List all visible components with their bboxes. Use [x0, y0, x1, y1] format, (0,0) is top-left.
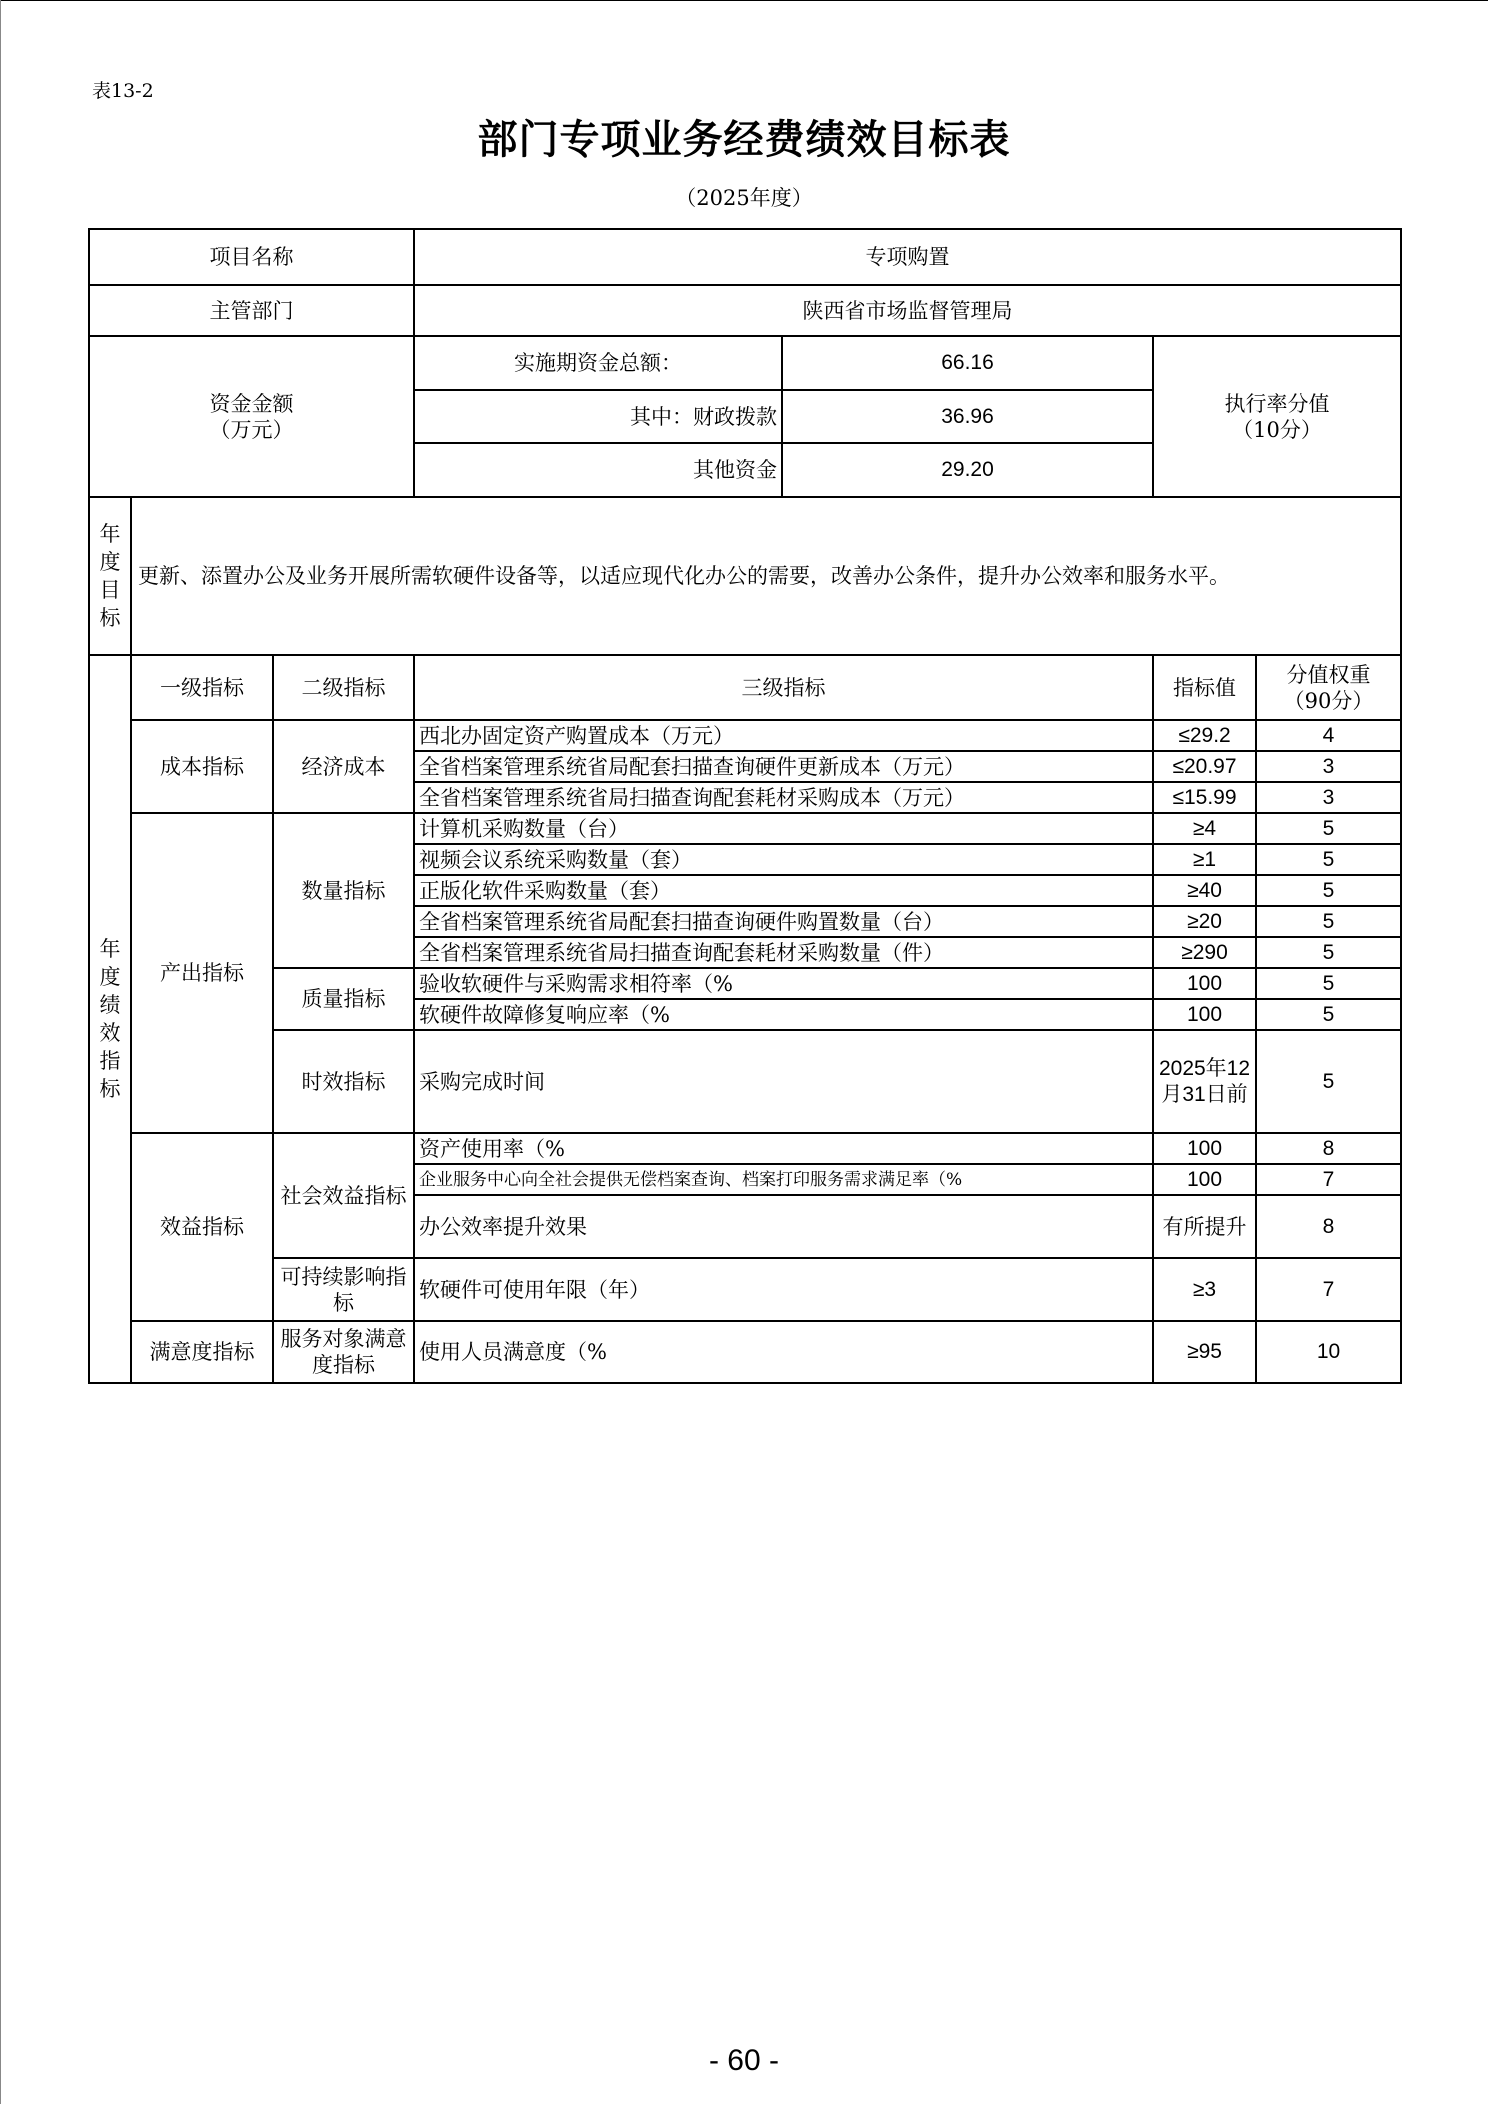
indicator-weight: 7: [1256, 1258, 1401, 1321]
indicator-value: 100: [1153, 968, 1256, 999]
indicator-value: ≥1: [1153, 844, 1256, 875]
indicator-value: 100: [1153, 1133, 1256, 1164]
page-number: - 60 -: [708, 2044, 780, 2077]
indicator-name: 全省档案管理系统省局配套扫描查询硬件购置数量（台）: [414, 906, 1153, 937]
group-cost: 成本指标: [131, 720, 273, 813]
indicator-weight: 5: [1256, 813, 1401, 844]
department-label: 主管部门: [89, 285, 414, 336]
indicator-value: ≥40: [1153, 875, 1256, 906]
header-value: 指标值: [1153, 655, 1256, 720]
indicator-value: ≤20.97: [1153, 751, 1256, 782]
page-left-border: [0, 0, 1, 2104]
indicator-value: 100: [1153, 1164, 1256, 1195]
indicator-name: 正版化软件采购数量（套）: [414, 875, 1153, 906]
group-benefit: 效益指标: [131, 1133, 273, 1321]
indicator-name: 软硬件故障修复响应率（%: [414, 999, 1153, 1030]
indicator-value: ≥290: [1153, 937, 1256, 968]
indicator-name: 视频会议系统采购数量（套）: [414, 844, 1153, 875]
header-level1: 一级指标: [131, 655, 273, 720]
funds-label: 资金金额: [209, 391, 294, 416]
indicator-value: ≥20: [1153, 906, 1256, 937]
indicator-weight: 3: [1256, 751, 1401, 782]
header-weight-cell: [1256, 655, 1401, 720]
indicator-value: ≥3: [1153, 1258, 1256, 1321]
subgroup-timeliness: 时效指标: [273, 1030, 414, 1133]
header-weight-total: （90分）: [1283, 688, 1374, 713]
header-level2: 二级指标: [273, 655, 414, 720]
indicator-name: 办公效率提升效果: [414, 1195, 1153, 1258]
execution-rate-cell: [1153, 336, 1401, 497]
section-label-char: 指: [99, 1049, 121, 1073]
other-funds-value: 29.20: [782, 443, 1153, 497]
indicator-weight: 5: [1256, 937, 1401, 968]
indicator-name: 软硬件可使用年限（年）: [414, 1258, 1153, 1321]
fiscal-funds-value: 36.96: [782, 390, 1153, 443]
execution-rate-score: （10分）: [1232, 417, 1322, 442]
section-label-char: 效: [99, 1021, 121, 1045]
department-value: 陕西省市场监督管理局: [414, 285, 1401, 336]
funds-label-cell: [89, 336, 414, 497]
subgroup-quality: 质量指标: [273, 968, 414, 1030]
funds-unit: （万元）: [209, 417, 294, 442]
indicator-name: 计算机采购数量（台）: [414, 813, 1153, 844]
indicator-name: 资产使用率（%: [414, 1133, 1153, 1164]
other-funds-label: 其他资金: [414, 443, 782, 497]
funds-total-row: [89, 336, 1401, 390]
annual-goal-text: 更新、添置办公及业务开展所需软硬件设备等，以适应现代化办公的需要，改善办公条件，提升办公效率和服务水平。: [131, 497, 1401, 655]
indicator-row: [89, 1030, 1401, 1133]
indicator-weight: 7: [1256, 1164, 1401, 1195]
indicator-value: 100: [1153, 999, 1256, 1030]
subgroup-sustainable: 可持续影响指标: [273, 1258, 414, 1321]
subgroup-economic-cost: 经济成本: [273, 720, 414, 813]
indicator-value: 有所提升: [1153, 1195, 1256, 1258]
indicator-weight: 8: [1256, 1133, 1401, 1164]
indicator-name: 使用人员满意度（%: [414, 1321, 1153, 1383]
indicator-weight: 5: [1256, 1030, 1401, 1133]
project-name-row: [89, 229, 1401, 285]
indicator-name: 企业服务中心向全社会提供无偿档案查询、档案打印服务需求满足率（%: [414, 1164, 1153, 1195]
department-row: [89, 285, 1401, 336]
indicator-weight: 5: [1256, 875, 1401, 906]
indicator-weight: 5: [1256, 968, 1401, 999]
indicator-weight: 5: [1256, 999, 1401, 1030]
indicator-name: 采购完成时间: [414, 1030, 1153, 1133]
header-weight: 分值权重: [1286, 662, 1371, 687]
goal-label-char: 标: [99, 606, 121, 630]
section-label-char: 度: [99, 965, 121, 989]
subgroup-quantity: 数量指标: [273, 813, 414, 968]
section-label-char: 年: [99, 937, 121, 961]
total-funds-label: 实施期资金总额：: [414, 336, 782, 390]
indicator-row: [89, 720, 1401, 751]
indicator-value: ≥4: [1153, 813, 1256, 844]
project-name-label: 项目名称: [89, 229, 414, 285]
indicator-weight: 5: [1256, 844, 1401, 875]
indicator-row: [89, 1258, 1401, 1321]
section-label-char: 标: [99, 1077, 121, 1101]
indicator-name: 全省档案管理系统省局配套扫描查询硬件更新成本（万元）: [414, 751, 1153, 782]
annual-goal-label: [89, 497, 131, 655]
subgroup-social-benefit: 社会效益指标: [273, 1133, 414, 1258]
indicator-weight: 4: [1256, 720, 1401, 751]
indicator-weight: 8: [1256, 1195, 1401, 1258]
goal-label-char: 年: [99, 522, 121, 546]
project-name-value: 专项购置: [414, 229, 1401, 285]
total-funds-value: 66.16: [782, 336, 1153, 390]
indicator-row: [89, 1133, 1401, 1164]
annual-goal-row: [89, 497, 1401, 655]
indicator-name: 验收软硬件与采购需求相符率（%: [414, 968, 1153, 999]
indicator-name: 全省档案管理系统省局扫描查询配套耗材采购数量（件）: [414, 937, 1153, 968]
indicator-weight: 3: [1256, 782, 1401, 813]
indicator-value: ≤29.2: [1153, 720, 1256, 751]
indicator-name: 全省档案管理系统省局扫描查询配套耗材采购成本（万元）: [414, 782, 1153, 813]
execution-rate-label: 执行率分值: [1224, 391, 1330, 416]
table-code: 表13-2: [92, 80, 154, 102]
indicator-row: [89, 1321, 1401, 1383]
indicator-row: [89, 968, 1401, 999]
group-output: 产出指标: [131, 813, 273, 1133]
fiscal-funds-label: 其中：财政拨款: [414, 390, 782, 443]
goal-label-char: 度: [99, 550, 121, 574]
document-title: 部门专项业务经费绩效目标表: [477, 117, 1011, 163]
section-label-char: 绩: [99, 993, 121, 1017]
performance-indicator-section-label: [89, 655, 131, 1383]
indicator-row: [89, 813, 1401, 844]
header-level3: 三级指标: [414, 655, 1153, 720]
indicator-value: ≥95: [1153, 1321, 1256, 1383]
indicator-value: ≤15.99: [1153, 782, 1256, 813]
indicator-value: 2025年12月31日前: [1153, 1030, 1256, 1133]
indicator-weight: 10: [1256, 1321, 1401, 1383]
indicator-header-row: [89, 655, 1401, 720]
page-top-border: [0, 0, 1488, 1]
goal-label-char: 目: [99, 578, 121, 602]
group-satisfaction: 满意度指标: [131, 1321, 273, 1383]
indicator-name: 西北办固定资产购置成本（万元）: [414, 720, 1153, 751]
subgroup-service-satisfaction: 服务对象满意度指标: [273, 1321, 414, 1383]
document-year: （2025年度）: [675, 186, 813, 210]
indicator-weight: 5: [1256, 906, 1401, 937]
performance-target-table: [88, 228, 1402, 1384]
